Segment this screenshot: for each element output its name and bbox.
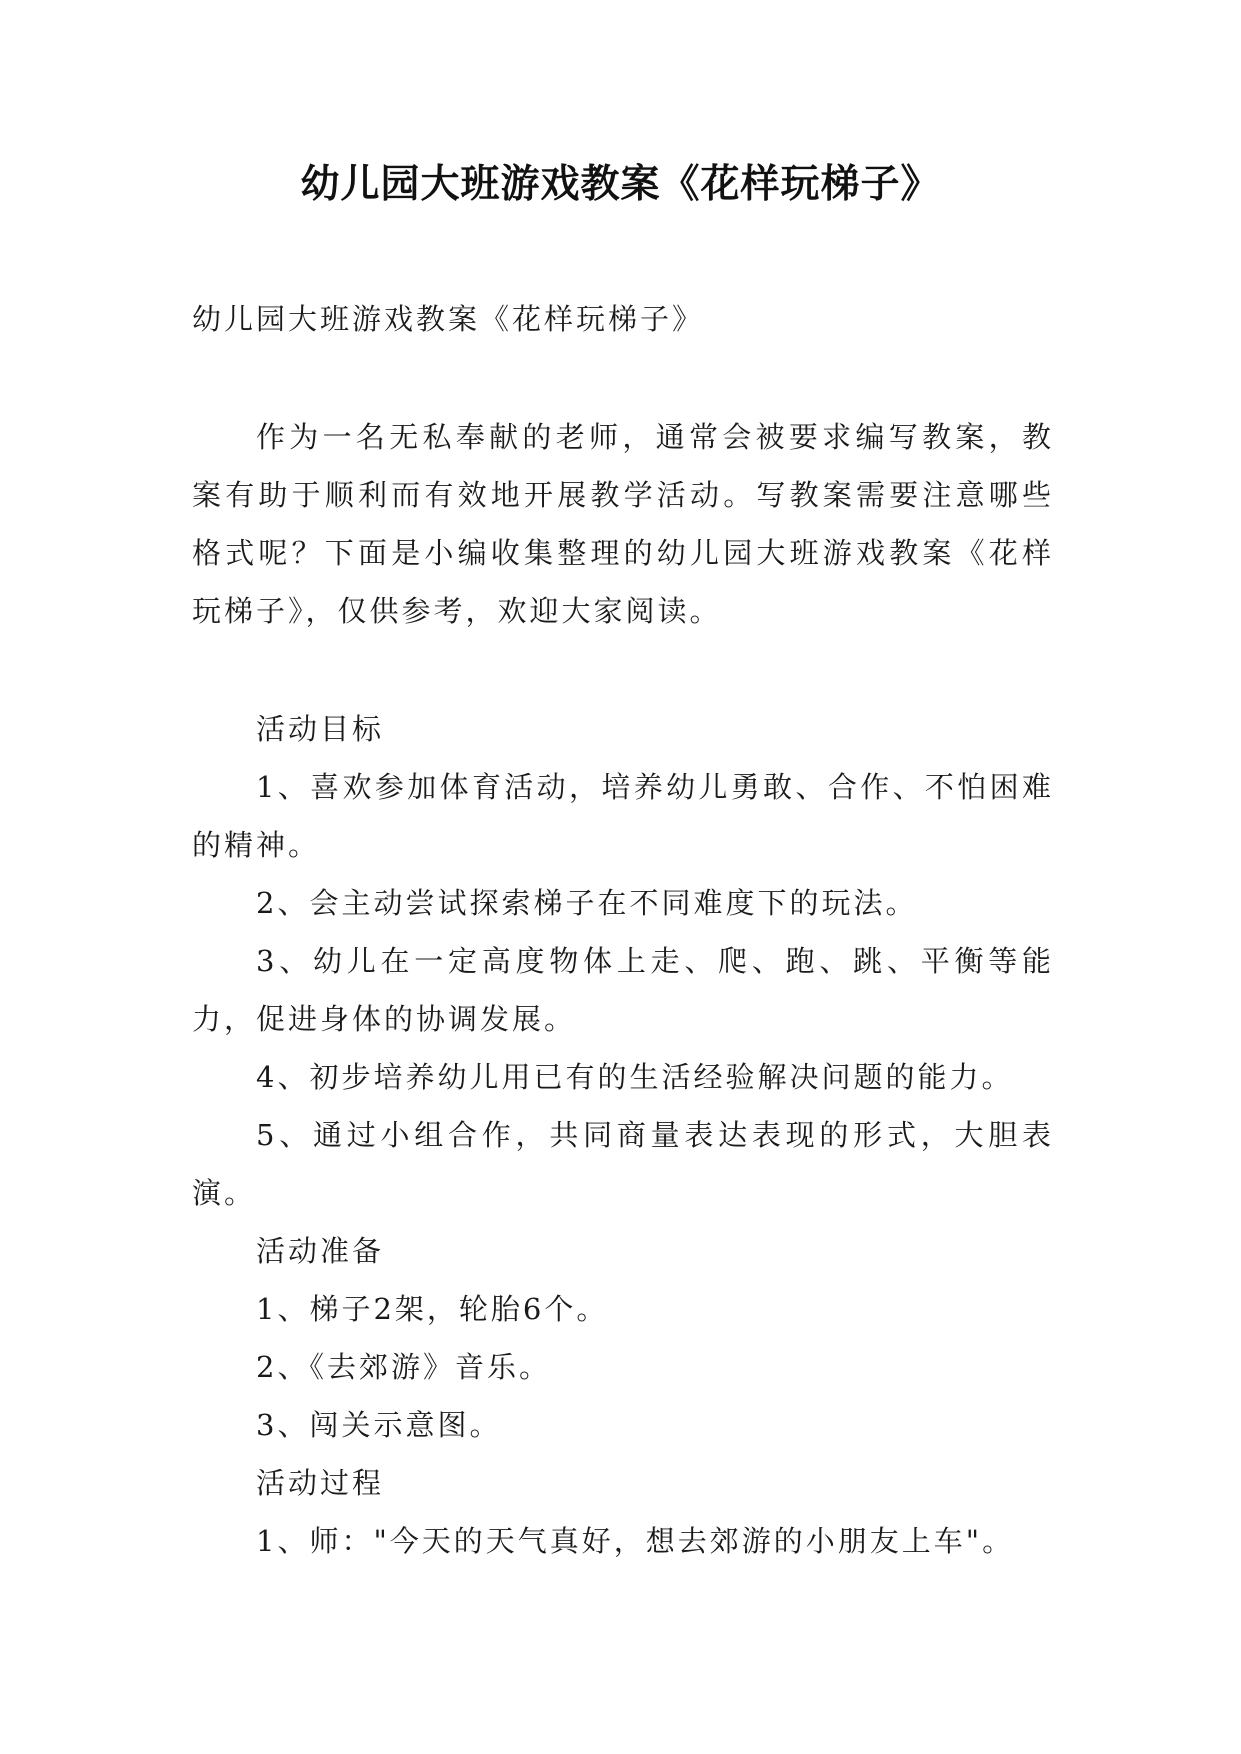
preparation-item: 1、梯子2架，轮胎6个。	[256, 1292, 609, 1326]
document-body	[192, 290, 1054, 1570]
preparation-item: 3、闯关示意图。	[256, 1408, 502, 1442]
goal-item: 5、通过小组合作，共同商量表达表现的形式，大胆表演。	[192, 1118, 1054, 1210]
process-item: 1、师："今天的天气真好，想去郊游的小朋友上车"。	[256, 1524, 1015, 1558]
preparation-heading: 活动准备	[256, 1234, 385, 1268]
document-subtitle: 幼儿园大班游戏教案《花样玩梯子》	[192, 302, 705, 336]
preparation-item: 2、《去郊游》音乐。	[256, 1350, 551, 1384]
goal-item: 1、喜欢参加体育活动，培养幼儿勇敢、合作、不怕困难的精神。	[192, 770, 1054, 862]
document-title: 幼儿园大班游戏教案《花样玩梯子》	[300, 161, 941, 207]
goals-heading: 活动目标	[256, 712, 385, 746]
goal-item: 3、幼儿在一定高度物体上走、爬、跑、跳、平衡等能力，促进身体的协调发展。	[192, 944, 1054, 1036]
process-heading: 活动过程	[256, 1466, 385, 1500]
intro-paragraph: 作为一名无私奉献的老师，通常会被要求编写教案，教案有助于顺利而有效地开展教学活动。写教案需要注意哪些格式呢？下面是小编收集整理的幼儿园大班游戏教案《花样玩梯子》，仅供参考，欢迎大家阅读。	[192, 420, 1054, 628]
goal-item: 2、会主动尝试探索梯子在不同难度下的玩法。	[256, 886, 918, 920]
goal-item: 4、初步培养幼儿用已有的生活经验解决问题的能力。	[256, 1060, 1014, 1094]
